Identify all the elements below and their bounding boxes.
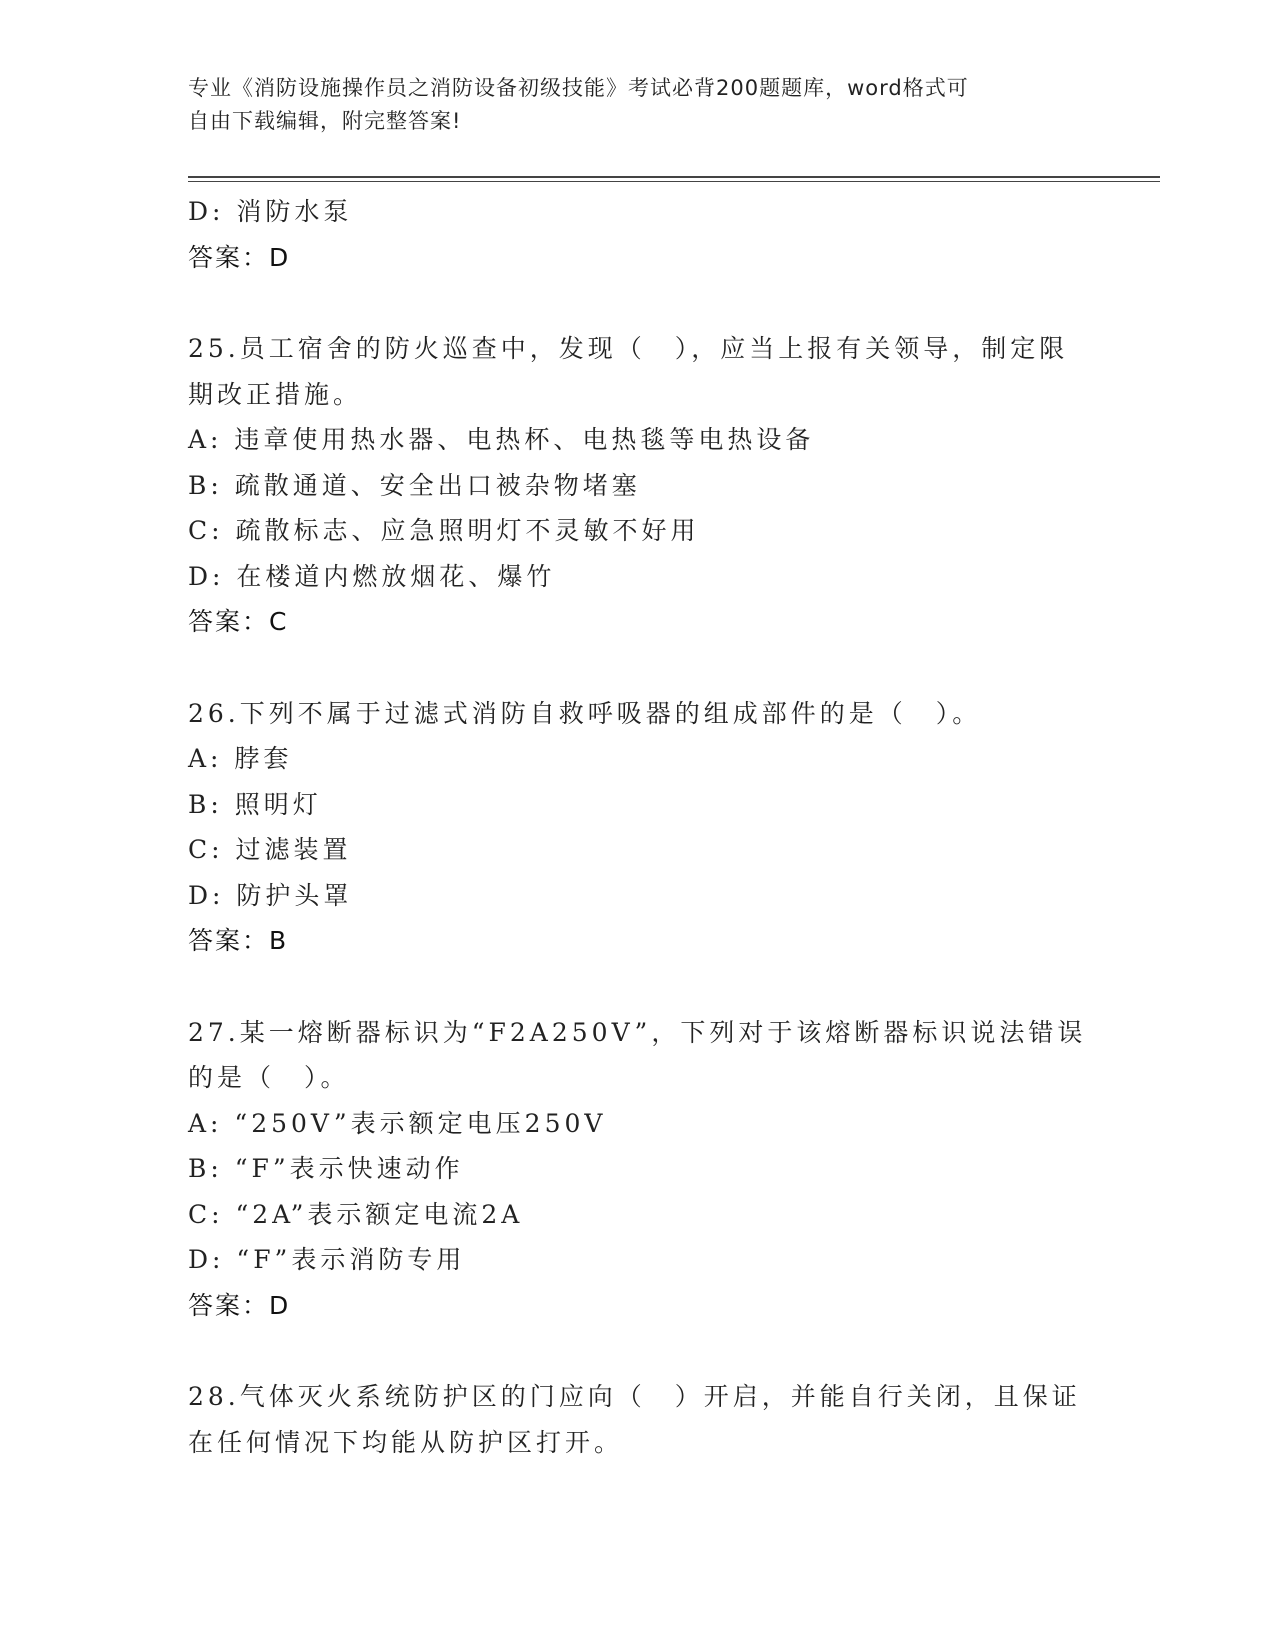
- option-a: A: “250V”表示额定电压250V: [188, 1108, 607, 1138]
- answer-line: 答案：D: [188, 1290, 291, 1320]
- option-b: B: 照明灯: [188, 789, 322, 819]
- option-d: D: 防护头罩: [188, 880, 353, 910]
- question-28: [188, 1374, 1088, 1465]
- question-stem-line-1: 25.员工宿舍的防火巡查中，发现（ ），应当上报有关领导，制定限: [188, 334, 1069, 363]
- question-25: [188, 326, 1088, 645]
- header-title-line-1: 专业《消防设施操作员之消防设备初级技能》考试必背200题题库，word格式可: [188, 76, 969, 100]
- question-24-tail: [188, 189, 1088, 280]
- option-a: A: 违章使用热水器、电热杯、电热毯等电热设备: [188, 425, 815, 454]
- document-header: [188, 72, 1068, 138]
- spacer: [188, 1328, 1088, 1374]
- answer-line: 答案：D: [188, 242, 291, 272]
- question-stem-line-2: 在任何情况下均能从防护区打开。: [188, 1427, 624, 1457]
- question-27: [188, 1010, 1088, 1329]
- question-stem-line-1: 27.某一熔断器标识为“F2A250V”，下列对于该熔断器标识说法错误: [188, 1017, 1087, 1047]
- question-list: [188, 189, 1088, 1465]
- answer-line: 答案：C: [188, 607, 289, 636]
- option-d: D: 消防水泵: [188, 197, 353, 226]
- header-title-line-2: 自由下载编辑，附完整答案!: [188, 109, 462, 133]
- question-stem-line-2: 的是（ ）。: [188, 1063, 350, 1092]
- option-d: D: 在楼道内燃放烟花、爆竹: [188, 561, 556, 591]
- spacer: [188, 280, 1088, 326]
- option-d: D: “F”表示消防专用: [188, 1245, 466, 1274]
- option-c: C: 过滤装置: [188, 835, 352, 864]
- question-stem-line-2: 期改正措施。: [188, 379, 363, 409]
- question-stem-line-1: 26.下列不属于过滤式消防自救呼吸器的组成部件的是（ ）。: [188, 698, 982, 728]
- header-divider: [188, 176, 1160, 178]
- option-c: C: 疏散标志、应急照明灯不灵敏不好用: [188, 516, 700, 545]
- header-divider-thin: [188, 181, 1160, 182]
- answer-line: 答案：B: [188, 926, 289, 955]
- option-c: C: “2A”表示额定电流2A: [188, 1199, 524, 1229]
- question-stem-line-1: 28.气体灭火系统防护区的门应向（ ）开启，并能自行关闭，且保证: [188, 1382, 1081, 1411]
- option-b: B: 疏散通道、安全出口被杂物堵塞: [188, 470, 641, 500]
- spacer: [188, 645, 1088, 691]
- spacer: [188, 964, 1088, 1010]
- question-26: [188, 691, 1088, 964]
- option-a: A: 脖套: [188, 744, 293, 773]
- option-b: B: “F”表示快速动作: [188, 1154, 464, 1183]
